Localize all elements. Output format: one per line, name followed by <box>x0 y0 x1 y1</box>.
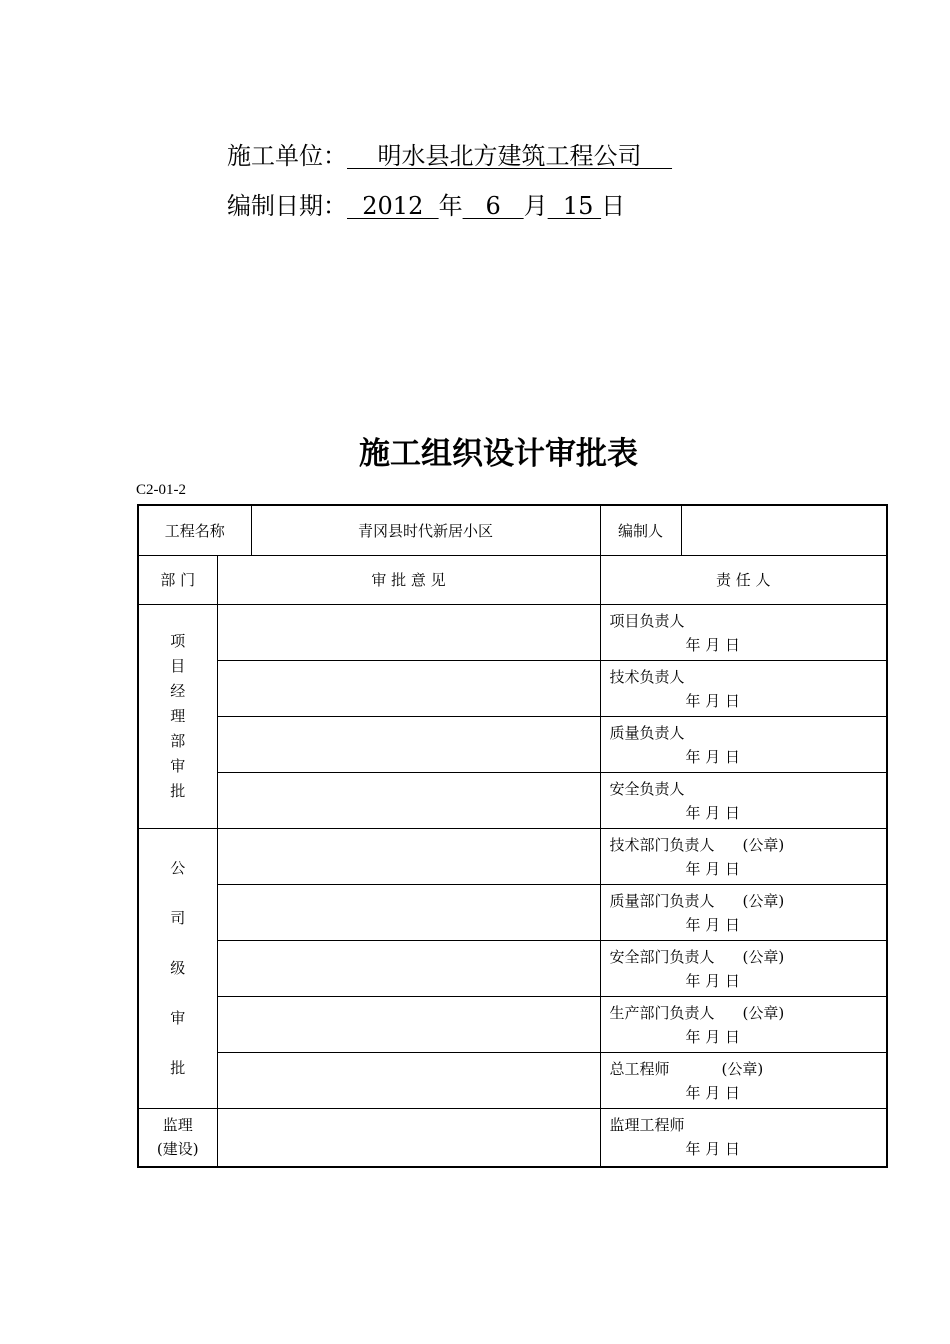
month-unit: 月 <box>523 192 548 220</box>
company-approval-row <box>138 828 887 884</box>
project-dept-char: 目 <box>170 656 186 675</box>
signature-cell <box>600 828 887 884</box>
project-name-label: 工程名称 <box>138 505 251 555</box>
compile-date-label: 编制日期： <box>227 192 347 220</box>
year-value: 2012 <box>347 192 439 220</box>
project-info-row <box>138 505 887 555</box>
date-text: 年 月 日 <box>685 747 741 766</box>
day-unit: 日 <box>601 192 626 220</box>
role-label: 监理工程师 <box>609 1115 685 1134</box>
company-approval-row <box>138 996 887 1052</box>
compiler-label: 编制人 <box>600 505 681 555</box>
signature-cell <box>600 884 887 940</box>
project-dept-char: 项 <box>170 631 186 650</box>
role-label: 安全部门负责人 <box>609 947 715 966</box>
col-responsible: 责 任 人 <box>600 555 887 604</box>
construction-unit-value: 明水县北方建筑工程公司 <box>347 142 673 170</box>
compiler-value <box>681 505 887 555</box>
project-dept-char: 审 <box>170 756 186 775</box>
opinion-cell[interactable] <box>217 828 600 884</box>
construction-label: (建设) <box>156 1140 199 1159</box>
day-value: 15 <box>547 192 602 220</box>
project-approval-row <box>138 660 887 716</box>
company-dept-cell <box>138 828 217 1108</box>
date-text: 年 月 日 <box>685 635 741 654</box>
role-label: 安全负责人 <box>609 779 685 798</box>
role-label: 质量负责人 <box>609 723 685 742</box>
opinion-cell[interactable] <box>217 884 600 940</box>
signature-cell <box>600 996 887 1052</box>
project-dept-cell <box>138 604 217 828</box>
company-dept-char: 审 <box>170 1009 186 1027</box>
date-text: 年 月 日 <box>685 971 741 990</box>
project-dept-char: 经 <box>170 681 186 700</box>
seal-label: (公章) <box>742 947 785 966</box>
role-label: 总工程师 <box>609 1059 670 1078</box>
opinion-cell[interactable] <box>217 716 600 772</box>
col-opinion: 审 批 意 见 <box>217 555 600 604</box>
company-approval-row <box>138 940 887 996</box>
date-text: 年 月 日 <box>685 1027 741 1046</box>
col-department: 部 门 <box>138 555 217 604</box>
role-label: 项目负责人 <box>609 611 685 630</box>
seal-label: (公章) <box>742 891 785 910</box>
opinion-cell[interactable] <box>217 772 600 828</box>
project-approval-row <box>138 716 887 772</box>
column-header-row <box>138 555 887 604</box>
role-label: 质量部门负责人 <box>609 891 715 910</box>
form-title: 施工组织设计审批表 <box>359 436 638 472</box>
company-approval-row <box>138 1052 887 1108</box>
compile-date-line <box>227 191 625 221</box>
supervision-label: 监理 <box>162 1116 193 1135</box>
seal-label: (公章) <box>742 1003 785 1022</box>
company-dept-char: 公 <box>170 859 186 877</box>
role-label: 生产部门负责人 <box>609 1003 715 1022</box>
project-name-value: 青冈县时代新居小区 <box>251 505 600 555</box>
company-dept-char: 批 <box>170 1059 186 1077</box>
project-dept-char: 批 <box>170 781 186 800</box>
year-unit: 年 <box>438 192 463 220</box>
date-text: 年 月 日 <box>685 859 741 878</box>
date-text: 年 月 日 <box>685 915 741 934</box>
signature-cell <box>600 1052 887 1108</box>
approval-table <box>137 504 888 1168</box>
opinion-cell[interactable] <box>217 940 600 996</box>
construction-unit-label: 施工单位： <box>227 142 347 170</box>
supervision-row <box>138 1108 887 1167</box>
supervision-dept-cell <box>138 1108 217 1167</box>
company-dept-char: 级 <box>170 959 186 977</box>
opinion-cell[interactable] <box>217 660 600 716</box>
company-approval-row <box>138 884 887 940</box>
signature-cell <box>600 660 887 716</box>
project-dept-char: 理 <box>170 706 186 725</box>
seal-label: (公章) <box>721 1059 764 1078</box>
opinion-cell[interactable] <box>217 996 600 1052</box>
role-label: 技术部门负责人 <box>609 835 715 854</box>
date-text: 年 月 日 <box>685 803 741 822</box>
signature-cell <box>600 604 887 660</box>
date-text: 年 月 日 <box>685 691 741 710</box>
signature-cell <box>600 1108 887 1167</box>
opinion-cell[interactable] <box>217 1052 600 1108</box>
form-code: C2-01-2 <box>136 482 186 498</box>
signature-cell <box>600 772 887 828</box>
signature-cell <box>600 716 887 772</box>
project-approval-row <box>138 604 887 660</box>
signature-cell <box>600 940 887 996</box>
date-text: 年 月 日 <box>685 1139 741 1158</box>
project-approval-row <box>138 772 887 828</box>
opinion-cell[interactable] <box>217 1108 600 1167</box>
company-dept-char: 司 <box>170 909 186 927</box>
seal-label: (公章) <box>742 835 785 854</box>
opinion-cell[interactable] <box>217 604 600 660</box>
role-label: 技术负责人 <box>609 667 685 686</box>
month-value: 6 <box>462 192 524 220</box>
construction-unit-line <box>227 141 672 171</box>
project-dept-char: 部 <box>170 731 186 750</box>
date-text: 年 月 日 <box>685 1083 741 1102</box>
